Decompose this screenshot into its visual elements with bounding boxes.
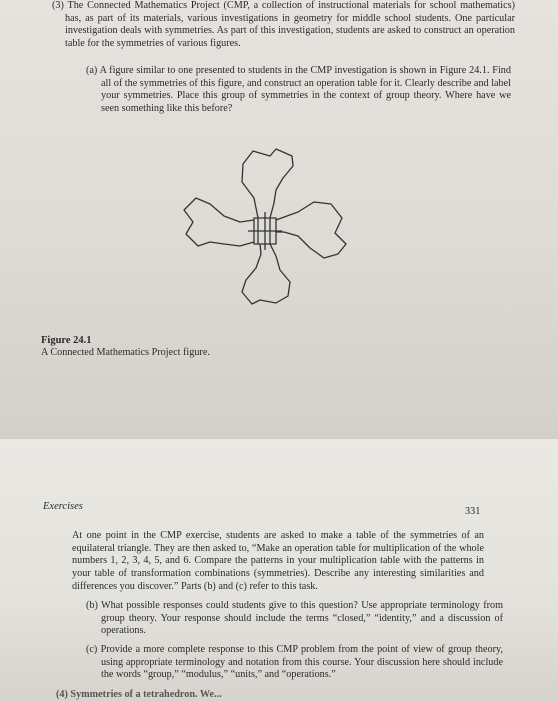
part-b-text: (b) What possible responses could students give to this question? Use appropriate terminology from group theory. Your response should include the terms “closed,” “identity,” and a discussion of operations. (86, 600, 503, 637)
page-number: 331 (465, 506, 481, 517)
part-c-text: (c) Provide a more complete response to this CMP problem from the point of view of group theory, using appropriate terminology and notation from this course. Your discussion here should include the words “group,” “modulus,” “units,” and “operations.” (86, 644, 503, 681)
figure-caption: A Connected Mathematics Project figure. (41, 347, 210, 358)
part-a-text: (a) A figure similar to one presented to students in the CMP investigation is shown in Figure 24.1. Find all of the symmetries of this figure, and construct an operation table for it. Clearly describe and label your symmetries. Place this group of symmetries in the context of group theory. Where have we seen something like this before? (86, 65, 511, 115)
running-head: Exercises (43, 501, 83, 512)
top-arm (242, 149, 293, 218)
exercise-body-text: At one point in the CMP exercise, students are asked to make a table of the symmetries of an equilateral triangle. They are then asked to, “Make an operation table for multiplication of the whole numbers 1, 2, 3, 4, 5, and 6. Compare the patterns in your multiplication table with the patterns in your table of transformation combinations (symmetries). Describe any interesting similarities and differences you discover.” Parts (b) and (c) refer to this task. (72, 530, 484, 592)
problem-3-text: (3) The Connected Mathematics Project (CMP, a collection of instructional materials for school mathematics) has, as part of its materials, various investigations in geometry for middle school students. One particular investigation deals with symmetries. As part of this investigation, students are asked to construct an operation table for the symmetries of various figures. (52, 0, 515, 50)
cmp-figure (180, 146, 360, 306)
left-arm (184, 198, 254, 246)
figure-title: Figure 24.1 (41, 335, 92, 346)
right-arm (276, 202, 346, 258)
problem-4-heading: (4) Symmetries of a tetrahedron. We... (56, 689, 222, 700)
bottom-arm (242, 244, 290, 304)
